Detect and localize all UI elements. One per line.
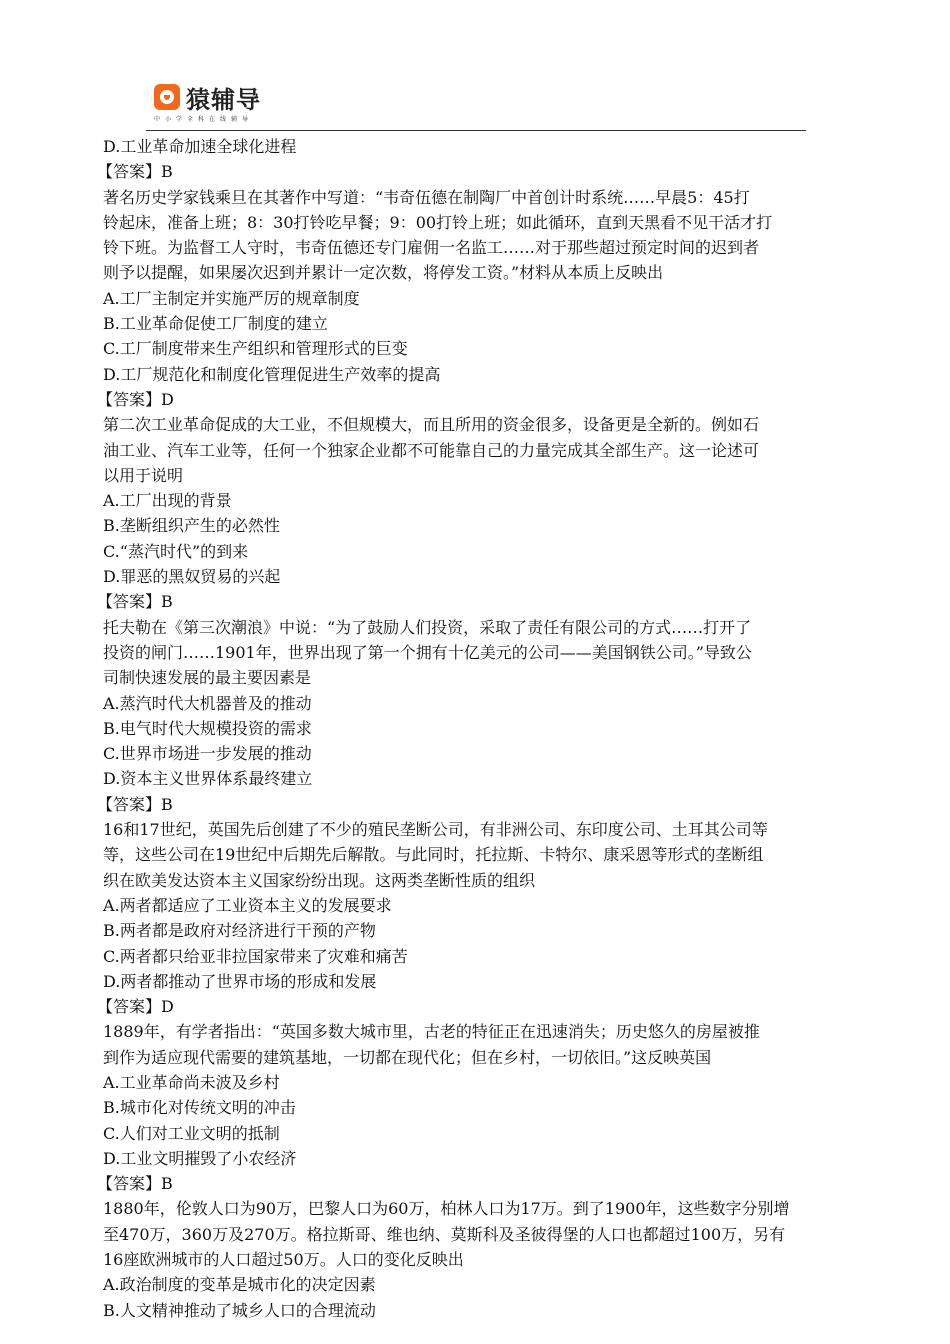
- logo-text: 猿辅导: [186, 86, 261, 114]
- option-line: B.城市化对传统文明的冲击: [103, 1098, 296, 1118]
- option-line: A.政治制度的变革是城市化的决定因素: [103, 1275, 376, 1295]
- answer-line: 【答案】D: [97, 997, 174, 1017]
- answer-line: 【答案】D: [97, 389, 174, 409]
- text-line: 1880年，伦敦人口为90万，巴黎人口为60万，柏林人口为17万。到了1900年，这些数字分别增: [103, 1199, 790, 1219]
- option-line: B.电气时代大规模投资的需求: [103, 718, 312, 738]
- option-line: B.垄断组织产生的必然性: [103, 516, 280, 536]
- text-line: 则予以提醒，如果屡次迟到并累计一定次数，将停发工资。”材料从本质上反映出: [103, 263, 664, 283]
- option-line: D.工业革命加速全球化进程: [103, 137, 297, 156]
- text-line: 织在欧美发达资本主义国家纷纷出现。这两类垄断性质的组织: [103, 870, 536, 890]
- option-line: D.两者都推动了世界市场的形成和发展: [103, 971, 377, 991]
- text-line: 16和17世纪，英国先后创建了不少的殖民垄断公司，有非洲公司、东印度公司、土耳其公司等: [103, 820, 768, 840]
- text-line: 铃起床，准备上班；8：30打铃吃早餐；9：00打铃上班；如此循环，直到天黑看不见干活才打: [103, 212, 773, 232]
- text-line: 1889年，有学者指出：“英国多数大城市里，古老的特征正在迅速消失；历史悠久的房屋被推: [103, 1022, 760, 1042]
- logo-subtitle: 中小学全科在线辅导: [154, 116, 254, 123]
- text-line: 至470万，360万及270万。格拉斯哥、维也纳、莫斯科及圣彼得堡的人口也都超过100万，另有: [103, 1224, 786, 1244]
- option-line: B.人文精神推动了城乡人口的合理流动: [103, 1300, 376, 1320]
- text-line: 铃下班。为监督工人守时，韦奇伍德还专门雇佣一名监工……对于那些超过预定时间的迟到者: [103, 238, 760, 258]
- option-line: D.资本主义世界体系最终建立: [103, 769, 313, 789]
- option-line: C.两者都只给亚非拉国家带来了灾难和痛苦: [103, 946, 408, 966]
- text-line: 到作为适应现代需要的建筑基地，一切都在现代化；但在乡村，一切依旧。”这反映英国: [103, 1047, 712, 1067]
- text-line: 油工业、汽车工业等，任何一个独家企业都不可能靠自己的力量完成其全部生产。这一论述可: [103, 440, 760, 460]
- document-body: [97, 134, 893, 1323]
- option-line: B.两者都是政府对经济进行干预的产物: [103, 921, 376, 941]
- text-line: 以用于说明: [103, 465, 184, 485]
- text-line: 著名历史学家钱乘旦在其著作中写道：“韦奇伍德在制陶厂中首创计时系统……早晨5：45打: [103, 187, 750, 207]
- option-line: D.工业文明摧毁了小农经济: [103, 1148, 297, 1168]
- text-line: 托夫勒在《第三次潮浪》中说：“为了鼓励人们投资，采取了责任有限公司的方式……打开了: [103, 617, 752, 637]
- header-rule: [146, 130, 806, 131]
- option-line: C.“蒸汽时代”的到来: [103, 541, 249, 561]
- text-line: 等，这些公司在19世纪中后期先后解散。与此同时，托拉斯、卡特尔、康采恩等形式的垄断组: [103, 845, 764, 865]
- page-header: [150, 78, 810, 132]
- option-line: A.蒸汽时代大机器普及的推动: [103, 693, 312, 713]
- text-line: 第二次工业革命促成的大工业，不但规模大，而且所用的资金很多，设备更是全新的。例如石: [103, 415, 760, 435]
- option-line: C.世界市场进一步发展的推动: [103, 744, 312, 764]
- text-line: 司制快速发展的最主要因素是: [103, 668, 312, 688]
- option-line: C.人们对工业文明的抵制: [103, 1123, 280, 1143]
- answer-line: 【答案】B: [97, 592, 173, 612]
- answer-line: 【答案】B: [97, 162, 173, 182]
- option-line: A.工厂主制定并实施严厉的规章制度: [103, 288, 360, 308]
- option-line: A.工业革命尚未波及乡村: [103, 1072, 280, 1092]
- option-line: D.工厂规范化和制度化管理促进生产效率的提高: [103, 364, 441, 384]
- option-line: D.罪恶的黑奴贸易的兴起: [103, 567, 281, 587]
- option-line: C.工厂制度带来生产组织和管理形式的巨变: [103, 339, 408, 359]
- text-line: 投资的闸门……1901年，世界出现了第一个拥有十亿美元的公司——美国钢铁公司。”导致公: [103, 642, 752, 662]
- option-line: B.工业革命促使工厂制度的建立: [103, 314, 328, 334]
- text-line: 16座欧洲城市的人口超过50万。人口的变化反映出: [103, 1250, 464, 1270]
- answer-line: 【答案】B: [97, 794, 173, 814]
- option-line: A.工厂出现的背景: [103, 491, 232, 511]
- logo-icon: [154, 84, 180, 110]
- option-line: A.两者都适应了工业资本主义的发展要求: [103, 895, 392, 915]
- answer-line: 【答案】B: [97, 1174, 173, 1194]
